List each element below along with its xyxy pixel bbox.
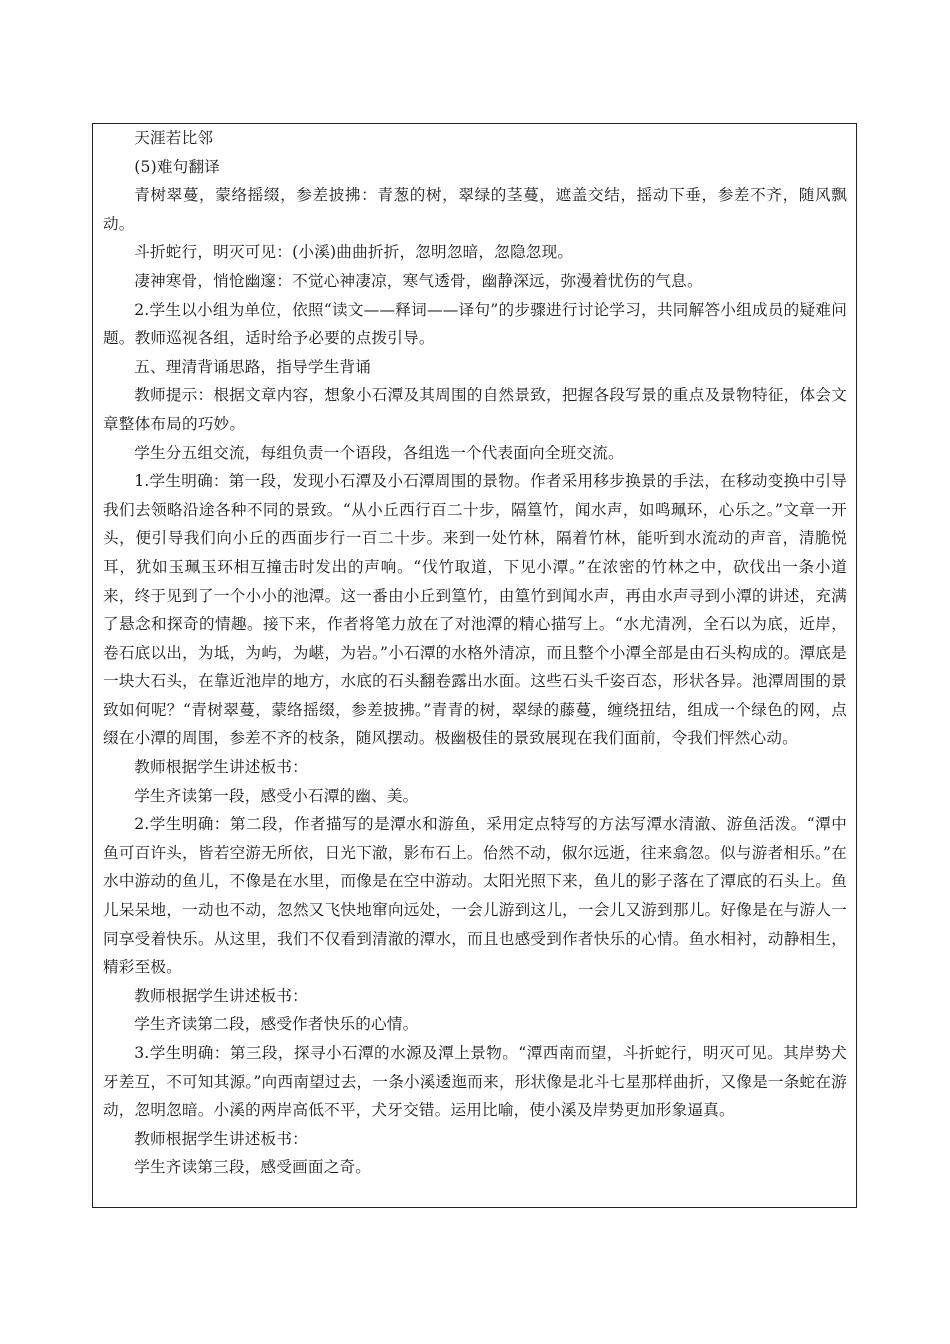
paragraph-two-analysis: 2.学生明确：第二段，作者描写的是潭水和游鱼，采用定点特写的方法写潭水清澈、游鱼活泼。“潭中鱼可百许头，皆若空游无所依，日光下澈，影布石上。佁然不动，俶尔远逝，往来翕忽。似与游者相乐。”在水中游动的鱼儿，不像是在水里，而像是在空中游动。太阳光照下来，鱼儿的影子落在了潭底的石头上。鱼儿呆呆地，一动也不动，忽然又飞快地窜向远处，一会儿游到这儿，一会儿又游到那儿。好像是在与游人一同享受着快乐。从这里，我们不仅看到清澈的潭水，而且也感受到作者快乐的心情。鱼水相衬，动静相生，精彩至极。 [103, 815, 847, 977]
group-exchange-paragraph: 学生分五组交流，每组负责一个语段，各组选一个代表面向全班交流。 [134, 443, 624, 462]
board-note: 教师根据学生讲述板书： [134, 1129, 308, 1148]
board-note: 教师根据学生讲述板书： [134, 758, 308, 777]
teacher-hint-paragraph: 教师提示：根据文章内容，想象小石潭及其周围的自然景致，把握各段写景的重点及景物特征，体会文章整体布局的巧妙。 [103, 386, 847, 433]
translation-item: 青树翠蔓，蒙络摇缀，参差披拂：青葱的树，翠绿的茎蔓，遮盖交结，摇动下垂，参差不齐，随风飘动。 [103, 186, 847, 233]
read-aloud-note: 学生齐读第一段，感受小石潭的幽、美。 [134, 786, 419, 805]
read-aloud-note: 学生齐读第三段，感受画面之奇。 [134, 1158, 372, 1177]
translation-item: 凄神寒骨，悄怆幽邃：不觉心神凄凉，寒气透骨，幽静深远，弥漫着忧伤的气息。 [134, 271, 703, 290]
section-heading-sentence-translation: (5)难句翻译 [134, 157, 221, 176]
board-note: 教师根据学生讲述板书： [134, 986, 308, 1005]
poem-line: 天涯若比邻 [134, 129, 214, 147]
read-aloud-note: 学生齐读第二段，感受作者快乐的心情。 [134, 1015, 419, 1034]
lesson-content [103, 124, 847, 1182]
paragraph-one-analysis: 1.学生明确：第一段，发现小石潭及小石潭周围的景物。作者采用移步换景的手法，在移动变换中引导我们去领略沿途各种不同的景致。“从小丘西行百二十步，隔篁竹，闻水声，如鸣珮环，心乐之。”文章一开头，便引导我们向小丘的西面步行一百二十步。来到一处竹林，隔着竹林，能听到水流动的声音，清脆悦耳，犹如玉珮玉环相互撞击时发出的声响。“伐竹取道，下见小潭。”在浓密的竹林之中，砍伐出一条小道来，终于见到了一个小小的池潭。这一番由小丘到篁竹，由篁竹到闻水声，再由水声寻到小潭的讲述，充满了悬念和探奇的情趣。接下来，作者将笔力放在了对池潭的精心描写上。“水尤清冽，全石以为底，近岸，卷石底以出，为坻，为屿，为嵁，为岩。”小石潭的水格外清凉，而且整个小潭全部是由石头构成的。潭底是一块大石头，在靠近池岸的地方，水底的石头翻卷露出水面。这些石头千姿百态，形状各异。池潭周围的景致如何呢？“青树翠蔓，蒙络摇缀，参差披拂。”青青的树，翠绿的藤蔓，缠绕扭结，组成一个绿色的网，点缀在小潭的周围，参差不齐的枝条，随风摆动。极幽极佳的景致展现在我们面前，令我们怦然心动。 [103, 472, 847, 748]
translation-item: 斗折蛇行，明灭可见：(小溪)曲曲折折，忽明忽暗，忽隐忽现。 [134, 243, 574, 262]
paragraph-three-analysis: 3.学生明确：第三段，探寻小石潭的水源及潭上景物。“潭西南而望，斗折蛇行，明灭可见。其岸势犬牙差互，不可知其源。”向西南望过去，一条小溪逶迤而来，形状像是北斗七星那样曲折，又像是一条蛇在游动，忽明忽暗。小溪的两岸高低不平，犬牙交错。运用比喻，使小溪及岸势更加形象逼真。 [103, 1044, 847, 1120]
section-heading-recitation: 五、理清背诵思路，指导学生背诵 [134, 357, 372, 376]
lesson-table-cell [92, 123, 857, 1208]
group-discussion-paragraph: 2.学生以小组为单位，依照“读文——释词——译句”的步骤进行讨论学习，共同解答小组成员的疑难问题。教师巡视各组，适时给予必要的点拨引导。 [103, 300, 847, 348]
